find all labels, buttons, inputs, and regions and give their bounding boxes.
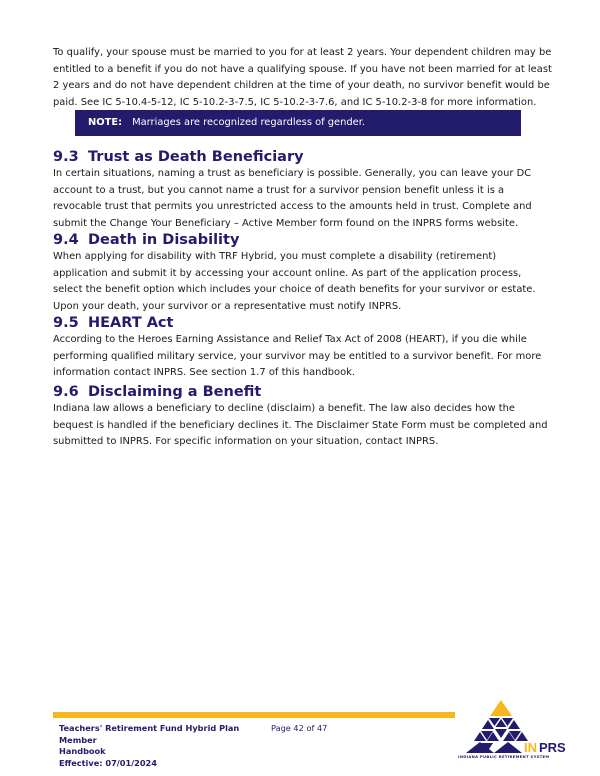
section-9-5 xyxy=(53,314,553,382)
svg-text:IN: IN xyxy=(524,740,537,755)
section-9-4 xyxy=(53,231,553,315)
section-body: In certain situations, naming a trust as beneficiary is possible. Generally, you can leave your DC account to a trust, but you cannot name a trust for a survivor pension benefit unless it is a revocable trust that permits you unrestricted access to the amounts held in trust. Complete and submit the Change Your Beneficiary – Active Member form found on the INPRS forms website. xyxy=(53,168,532,229)
intro-paragraph xyxy=(53,45,553,111)
section-body: Indiana law allows a beneficiary to decline (disclaim) a benefit. The law also decides how the bequest is handled if the beneficiary declines it. The Disclaimer State Form must be completed and submitted to INPRS. For specific information on your situation, contact INPRS. xyxy=(53,403,548,447)
section-9-6 xyxy=(53,383,553,451)
footer-document-title xyxy=(59,723,269,769)
logo-caption: INDIANA PUBLIC RETIREMENT SYSTEM xyxy=(458,754,550,759)
section-body: When applying for disability with TRF Hybrid, you must complete a disability (retirement) application and submit it by accessing your account online. As part of the application process, select the benefit option which includes your choice of death benefits for your survivor or estate. Upon your death, your survivor or a representative must notify INPRS. xyxy=(53,251,536,312)
svg-text:PRS: PRS xyxy=(539,740,566,755)
section-number: 9.6 xyxy=(53,384,79,400)
section-title: Disclaiming a Benefit xyxy=(88,384,262,400)
footer-title-line1: Teachers' Retirement Fund Hybrid Plan Member xyxy=(59,723,240,745)
intro-text: To qualify, your spouse must be married to you for at least 2 years. Your dependent children may be entitled to a benefit if you do not have a qualifying spouse. If you have not been married for at least 2 years and do not have dependent children at the time of your death, no survivor benefit would be paid. See IC 5-10.4-5-12, IC 5-10.2-3-7.5, IC 5-10.2-3-7.6, and IC 5-10.2-3-8 for more information. xyxy=(53,47,552,108)
note-text: Marriages are recognized regardless of gender. xyxy=(132,117,366,128)
section-number: 9.5 xyxy=(53,315,79,331)
section-number: 9.3 xyxy=(53,149,79,165)
footer-title-line2: Handbook xyxy=(59,746,106,756)
section-heading xyxy=(53,314,553,332)
footer-effective-date: Effective: 07/01/2024 xyxy=(59,757,157,768)
section-body: According to the Heroes Earning Assistance and Relief Tax Act of 2008 (HEART), if you die while performing qualified military service, your survivor may be entitled to a survivor benefit. For more information contact INPRS. See section 1.7 of this handbook. xyxy=(53,334,542,378)
section-title: Death in Disability xyxy=(88,232,240,248)
section-title: HEART Act xyxy=(88,315,174,331)
section-9-3 xyxy=(53,148,553,232)
page-number: Page 42 of 47 xyxy=(271,723,328,733)
section-heading xyxy=(53,231,553,249)
inprs-logo-icon xyxy=(458,698,568,762)
section-number: 9.4 xyxy=(53,232,79,248)
section-heading xyxy=(53,148,553,166)
note-label: NOTE: xyxy=(88,117,123,128)
section-heading xyxy=(53,383,553,401)
footer-accent-bar xyxy=(53,712,455,718)
note-box xyxy=(75,110,521,136)
section-title: Trust as Death Beneficiary xyxy=(88,149,304,165)
